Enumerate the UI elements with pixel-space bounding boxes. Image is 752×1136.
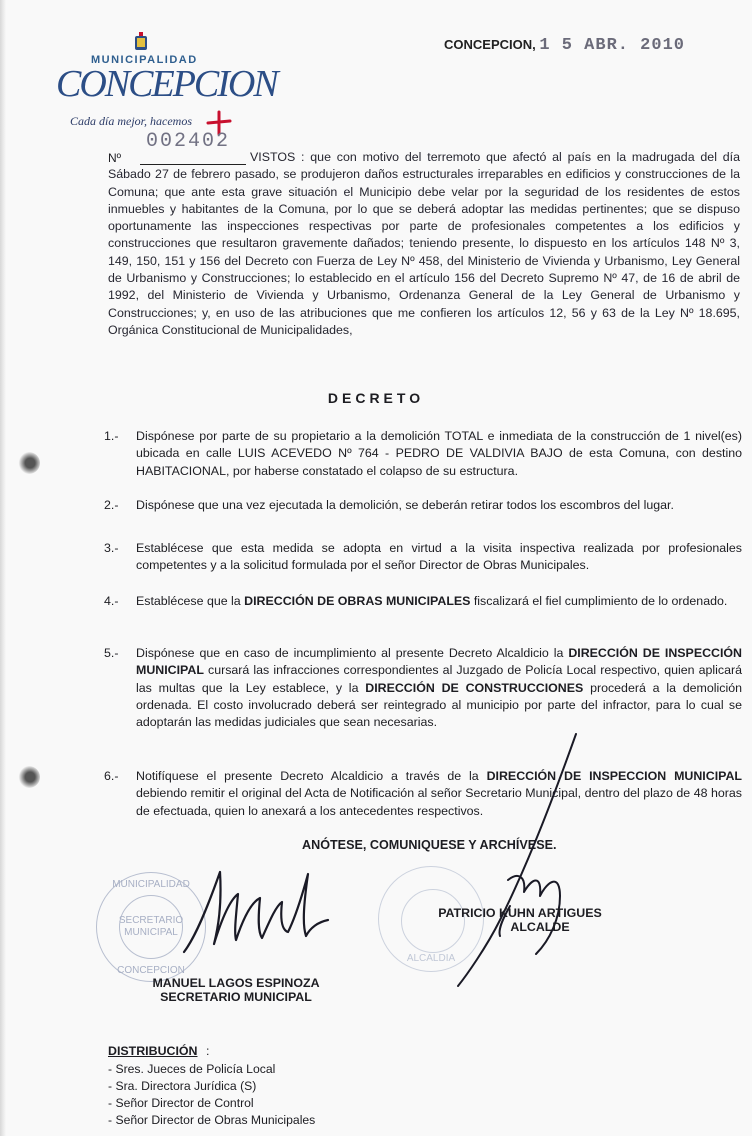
item-text: Notifíquese el presente Decreto Alcaldicio a través de la DIRECCIÓN DE INSPECCION MUNICIPAL debiendo remitir el original del Acta de Notificación al señor Secretario Municipal, dentro del plazo de 48 horas de efectuada, quien lo anexará a los antecedentes respectivos. xyxy=(136,769,743,818)
coat-of-arms-icon xyxy=(134,32,148,54)
item-number: 4.- xyxy=(104,594,119,608)
mayor-name: PATRICIO KUHN ARTIGUES xyxy=(438,906,602,920)
item-number: 5.- xyxy=(104,646,119,660)
mayor-signature xyxy=(448,730,598,992)
distribution-title: DISTRIBUCIÓN xyxy=(108,1044,198,1058)
item-number: 1.- xyxy=(104,429,119,443)
mayor-signature-block xyxy=(412,906,628,934)
distribution-colon: : xyxy=(206,1044,210,1058)
mayor-seal: ALCALDIA xyxy=(378,866,484,972)
city-date-line xyxy=(444,36,685,55)
list-item: - Sra. Directora Jurídica (S) xyxy=(108,1079,257,1093)
punch-hole-top xyxy=(18,452,40,474)
list-item: - Señor Director de Obras Municipales xyxy=(108,1113,316,1127)
city-label: CONCEPCION, xyxy=(444,37,536,52)
secretary-title: SECRETARIO MUNICIPAL xyxy=(160,990,312,1004)
decree-number-label: Nº xyxy=(108,151,122,165)
list-item: - Sres. Jueces de Policía Local xyxy=(108,1062,276,1076)
municipality-logo xyxy=(56,32,277,142)
punch-hole-bottom xyxy=(18,766,40,788)
logo-tagline: Cada día mejor, hacemos xyxy=(70,114,192,128)
list-item: - Señor Director de Control xyxy=(108,1096,254,1110)
secretary-signature xyxy=(178,866,338,958)
distribution-list xyxy=(108,1061,315,1129)
item-number: 3.- xyxy=(104,541,119,555)
vistos-paragraph: VISTOS : que con motivo del terremoto que afectó al país en la madrugada del día Sábado 27 de febrero pasado, se produjeron daños estructurales irreparables en edificios y construcciones de la Comuna; que ante esta grave situación el Municipio debe velar por la seguridad de los residentes de estos inmuebles y habitantes de la Comuna, por lo que se deberá adoptar las medidas pertinentes; que se dispuso oportunamente las inspecciones respectivas por parte de profesionales competentes a los edificios y construcciones que resultaron gravemente dañados; teniendo presente, lo dispuesto en los artículos 148 Nº 3, 149, 150, 151 y 156 del Decreto con Fuerza de Ley Nº 458, del Ministerio de Vivienda y Urbanismo, Ley General de Urbanismo y Construcciones; lo establecido en el artículo 156 del Decreto Supremo Nº 47, de 16 de abril de 1992, del Ministerio de Vivienda y Urbanismo, Ordenanza General de la Ley General de Urbanismo y Construcciones; y, en uso de las atribuciones que me confieren los artículos 12, 56 y 63 de la Ley Nº 18.695, Orgánica Constitucional de Municipalidades, xyxy=(108,150,740,337)
secretary-signature-block xyxy=(126,976,346,1004)
closing-formula: ANÓTESE, COMUNIQUESE Y ARCHÍVESE. xyxy=(302,838,557,852)
page-edge-shadow xyxy=(0,0,6,1136)
item-text: Dispónese que una vez ejecutada la demolición, se deberán retirar todos los escombros del lugar. xyxy=(136,498,674,512)
logo-municipalidad-text: MUNICIPALIDAD xyxy=(91,54,198,66)
item-text: Dispónese que en caso de incumplimiento al presente Decreto Alcaldicio la DIRECCIÓN DE INSPECCIÓN MUNICIPAL cursará las infracciones correspondientes al Juzgado de Policía Local respectivo, quien aplicará las multas que la Ley establece, y la DIRECCIÓN DE CONSTRUCCIONES procederá a la demolición ordenada. El costo involucrado deberá ser reintegrado al municipio por parte del infractor, para lo cual se adoptarán las medidas judiciales que sean necesarias. xyxy=(136,646,743,730)
item-text: Establécese que esta medida se adopta en virtud a la visita inspectiva realizada por profesionales competentes y a la solicitud formulada por el señor Director de Obras Municipales. xyxy=(136,541,742,573)
secretary-name: MANUEL LAGOS ESPINOZA xyxy=(152,976,320,990)
item-number: 2.- xyxy=(104,498,119,512)
decreto-heading: DECRETO xyxy=(327,390,425,406)
item-text: Dispónese por parte de su propietario a la demolición TOTAL e inmediata de la construcción de 1 nivel(es) ubicada en calle LUIS ACEVEDO Nº 764 - PEDRO DE VALDIVIA BAJO de esta Comuna, con destino HABITACIONAL, por haberse constatado el colapso de su estructura. xyxy=(136,429,742,478)
decree-number-stamp: 002402 xyxy=(146,130,231,153)
item-text: Establécese que la DIRECCIÓN DE OBRAS MUNICIPALES fiscalizará el fiel cumplimiento de lo ordenado. xyxy=(136,594,728,608)
secretary-seal: MUNICIPALIDAD SECRETARIO MUNICIPAL CONCEPCION xyxy=(96,872,206,982)
mayor-title: ALCALDE xyxy=(510,920,570,934)
date-stamp: 1 5 ABR. 2010 xyxy=(539,36,685,55)
logo-name-text: CONCEPCION xyxy=(56,63,277,105)
item-number: 6.- xyxy=(104,769,119,783)
